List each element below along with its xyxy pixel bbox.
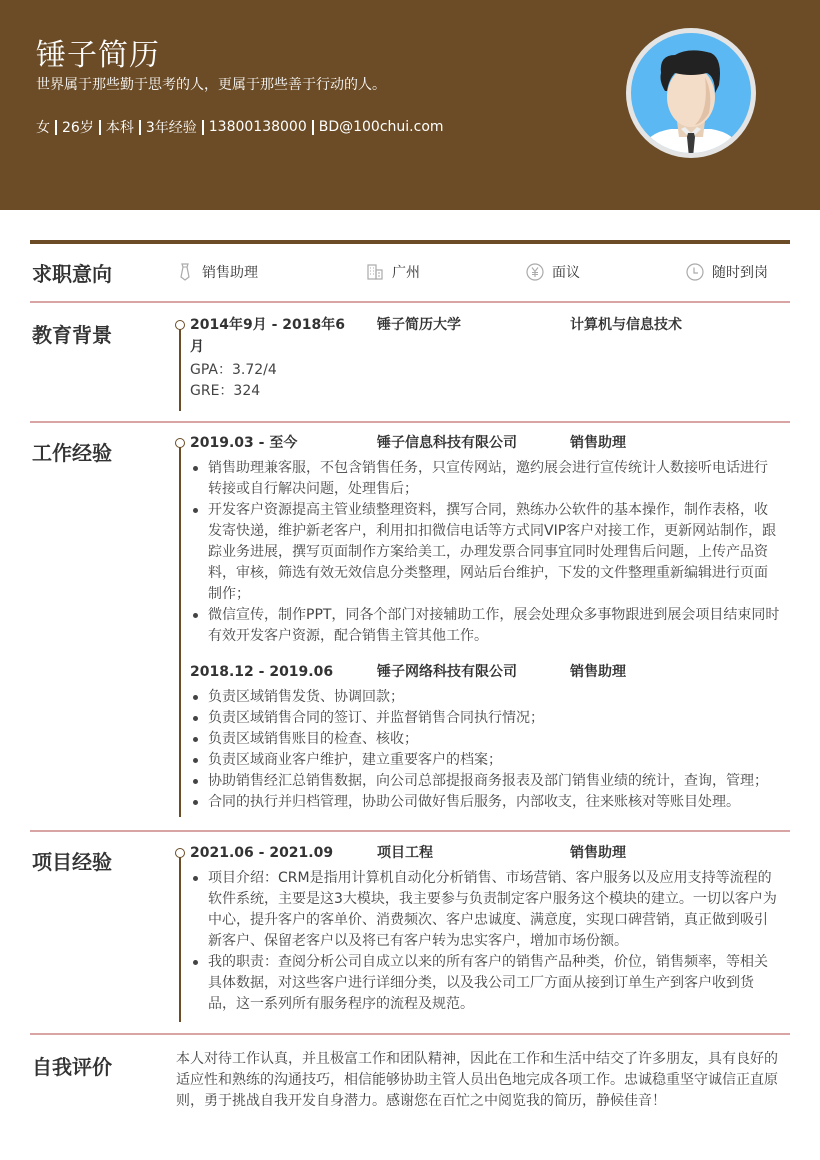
experience-years: 3年经验	[145, 120, 197, 136]
list-item: 销售助理兼客服，不包含销售任务，只宣传网站，邀约展会进行宣传统计人数接听电话进行转接或自行解决问题，处理售后；	[190, 458, 780, 500]
candidate-name: 锤子简历	[36, 38, 160, 73]
job-period: 2018.12 - 2019.06	[190, 664, 334, 680]
job-duties	[190, 687, 780, 813]
section-title: 工作经验	[32, 441, 112, 465]
motto: 世界属于那些勤于思考的人，更属于那些善于行动的人。	[36, 77, 386, 93]
yen-icon	[526, 263, 544, 281]
project-details	[190, 868, 780, 1015]
job-role: 销售助理	[570, 435, 626, 451]
intent-salary: 面议	[526, 262, 580, 282]
section-self-evaluation	[30, 1035, 790, 1135]
project-name: 项目工程	[377, 845, 433, 861]
section-project	[30, 832, 790, 1035]
list-item: 负责区域商业客户维护，建立重要客户的档案；	[190, 750, 780, 771]
degree: 本科	[105, 120, 134, 136]
list-item: 项目介绍：CRM是指用计算机自动化分析销售、市场营销、客户服务以及应用支持等流程的软件系统，主要是这3大模块，我主要参与负责制定客户服务这个模块的建立。一切以客户为中心，提升客户的客单价、消费频次、客户忠诚度、满意度，实现口碑营销，真正做到吸引新客户、保留老客户以及将已有客户转为忠实客户，增加市场份额。	[190, 868, 780, 952]
section-title: 教育背景	[32, 323, 112, 347]
edu-period: 2014年9月 - 2018年6 月	[190, 317, 345, 355]
job-company: 锤子网络科技有限公司	[377, 664, 517, 680]
timeline-node	[175, 320, 185, 330]
list-item: 负责区域销售发货、协调回款；	[190, 687, 780, 708]
gender: 女	[36, 120, 50, 136]
separator	[99, 120, 101, 135]
list-item: 合同的执行并归档管理，协助公司做好售后服务，内部收支，往来账核对等账目处理。	[190, 792, 780, 813]
tie-icon	[176, 263, 194, 281]
list-item: 负责区域销售账目的检查、核收；	[190, 729, 780, 750]
section-job-intent	[30, 244, 790, 303]
intent-position: 销售助理	[176, 262, 258, 282]
edu-school: 锤子简历大学	[377, 317, 461, 333]
resume-header	[0, 0, 820, 210]
list-item: 协助销售经汇总销售数据，向公司总部提报商务报表及部门销售业绩的统计，查询，管理；	[190, 771, 780, 792]
list-item: 微信宣传，制作PPT，同各个部门对接辅助工作，展会处理众多事物跟进到展会项目结束同时有效开发客户资源，配合销售主管其他工作。	[190, 605, 780, 647]
timeline-line	[179, 443, 181, 817]
edu-major: 计算机与信息技术	[570, 317, 682, 333]
list-item: 开发客户资源提高主管业绩整理资料，撰写合同，熟练办公软件的基本操作，制作表格，收发寄快递，维护新老客户，利用扣扣微信电话等方式同VIP客户对接工作，更新网站制作，跟踪业务进展，撰写页面制作方案给美工，办理发票合同事宜同时处理售后问题，上传产品资料，审核，筛选有效无效信息分类整理，网站后台维护，下发的文件整理重新编辑进行页面制作；	[190, 500, 780, 605]
list-item: 负责区域销售合同的签订、并监督销售合同执行情况；	[190, 708, 780, 729]
intent-city: 广州	[366, 262, 420, 282]
building-icon	[366, 263, 384, 281]
timeline-line	[179, 852, 181, 1022]
job-company: 锤子信息科技有限公司	[377, 435, 517, 451]
age: 26岁	[62, 120, 94, 136]
avatar-icon	[631, 33, 751, 153]
section-education	[30, 303, 790, 423]
edu-gpa: GPA：3.72/4	[190, 362, 277, 378]
intent-availability: 随时到岗	[686, 262, 768, 282]
avatar	[626, 28, 756, 158]
separator	[139, 120, 141, 135]
timeline-node	[175, 438, 185, 448]
timeline-node	[175, 848, 185, 858]
section-title: 自我评价	[32, 1055, 112, 1079]
section-title: 求职意向	[32, 262, 112, 286]
separator	[55, 120, 57, 135]
contact-info	[36, 117, 444, 137]
edu-gre: GRE：324	[190, 383, 261, 399]
section-title: 项目经验	[32, 850, 112, 874]
separator	[202, 120, 204, 135]
project-period: 2021.06 - 2021.09	[190, 845, 334, 861]
project-role: 销售助理	[570, 845, 626, 861]
zigzag-edge	[0, 196, 820, 212]
job-period: 2019.03 - 至今	[190, 435, 298, 451]
clock-icon	[686, 263, 704, 281]
separator	[312, 120, 314, 135]
list-item: 我的职责：查阅分析公司自成立以来的所有客户的销售产品种类，价位，销售频率，等相关具体数据，对这些客户进行详细分类，以及我公司工厂方面从接到订单生产到客户收到货品，这一系列所有服务程序的流程及规范。	[190, 952, 780, 1015]
section-work	[30, 423, 790, 832]
email-link[interactable]: BD@100chui.com	[318, 119, 444, 135]
phone: 13800138000	[208, 119, 307, 135]
timeline-line	[179, 325, 181, 411]
job-duties	[190, 458, 780, 647]
self-evaluation-text: 本人对待工作认真，并且极富工作和团队精神，因此在工作和生活中结交了许多朋友，具有良好的适应性和熟练的沟通技巧，相信能够协助主管人员出色地完成各项工作。忠诚稳重坚守诚信正直原则，勇于挑战自我开发自身潜力。感谢您在百忙之中阅览我的简历，静候佳音！	[176, 1051, 778, 1109]
job-role: 销售助理	[570, 664, 626, 680]
